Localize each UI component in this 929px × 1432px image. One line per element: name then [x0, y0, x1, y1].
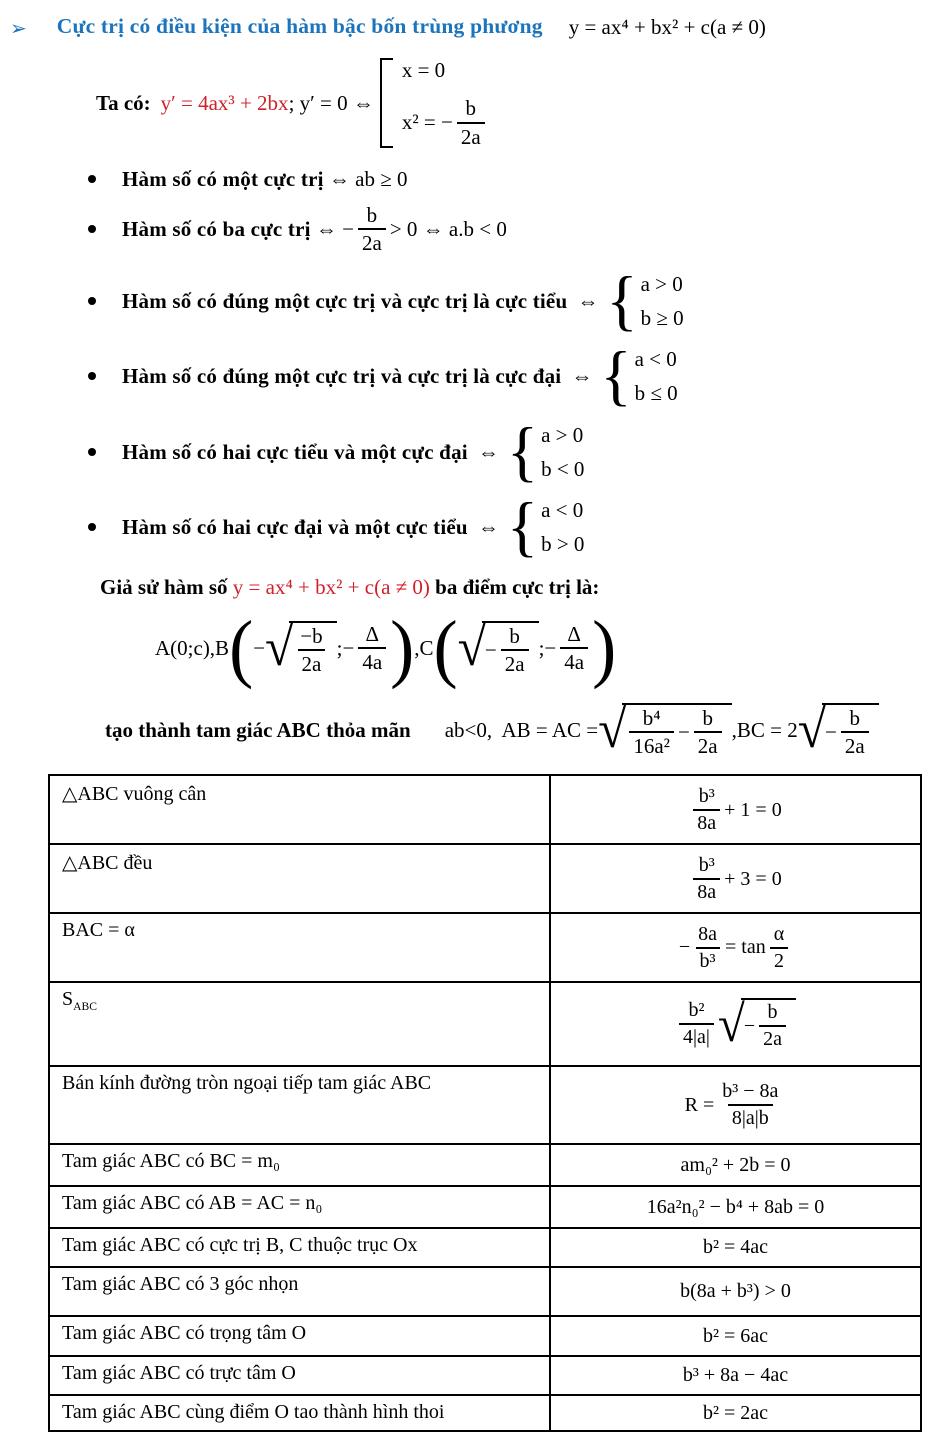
- left-brace-icon: {: [606, 264, 638, 338]
- row-label: △ABC đều: [49, 844, 550, 913]
- cases-group: { a > 0 b < 0: [506, 415, 585, 489]
- bullet-item-4: [88, 339, 929, 413]
- equiv-arrow: ⇔: [571, 363, 593, 388]
- bullet-dot-icon: [88, 372, 96, 380]
- bullet-dot-icon: [88, 448, 96, 456]
- extrema-points-formula: A(0;c),B ( − √ $\frac{-b}{2a}$ ;− $\frac{\Delta}{4a}$ ) ,C ( √ − $\frac{b}{2a}$ ;− $\frac{\Delta}{4a}$ ): [155, 604, 617, 690]
- equiv-arrow: ⇔: [577, 288, 599, 313]
- section-title-row: [0, 0, 929, 40]
- row-label: $S_{ABC}$: [49, 982, 550, 1066]
- table-row: [49, 1356, 921, 1395]
- table-row: [49, 913, 921, 982]
- row-formula: 16a²n₀² − b⁴ + 8ab = 0: [550, 1186, 921, 1228]
- fraction: $\frac{b}{2a}$: [457, 97, 485, 147]
- bullet-formula: ⇔ ab ≥ 0: [323, 166, 408, 191]
- bullet-text: Hàm số có đúng một cực trị và cực trị là cực tiểu: [122, 288, 568, 313]
- derivative-line: [96, 56, 929, 150]
- cases-group: { a < 0 b ≤ 0: [600, 339, 678, 413]
- table-row: [49, 775, 921, 844]
- square-root: √ $\frac{\text{b⁴}}{\text{16a²}}$ − $\frac{b}{2a}$: [598, 703, 732, 757]
- square-root: √ − $\frac{b}{2a}$: [718, 998, 796, 1050]
- bullet-text: Hàm số có một cực trị: [122, 166, 324, 191]
- row-formula: $\frac{\text{b³}}{8a}$ + 3 = 0: [550, 844, 921, 913]
- radical-icon: √: [457, 618, 486, 678]
- row-label: Tam giác ABC có BC = m₀: [49, 1144, 550, 1186]
- row-formula: b² = 2ac: [550, 1395, 921, 1431]
- row-formula: b³ + 8a − 4ac: [550, 1356, 921, 1395]
- derivative-mid: ; y′ = 0 ⇔: [288, 90, 374, 115]
- bullet-dot-icon: [88, 225, 96, 233]
- triangle-text: tạo thành tam giác ABC thỏa mãn: [105, 717, 411, 742]
- bullet-dot-icon: [88, 175, 96, 183]
- bullet-item-1: [88, 164, 929, 194]
- equiv-arrow: ⇔: [477, 439, 499, 464]
- fraction: $\frac{b}{2a}$: [358, 204, 386, 254]
- triangle-condition-line: tạo thành tam giác ABC thỏa mãn ab<0, AB = AC = √ $\frac{\text{b⁴}}{\text{16a²}}$ − $\frac{b}{2a}$ ,BC = 2 √ − $\frac{b}{2a}$: [105, 696, 929, 764]
- bullet-item-5: [88, 415, 929, 489]
- row-formula: b(8a + b³) > 0: [550, 1267, 921, 1316]
- row-label: BAC = α: [49, 913, 550, 982]
- conditions-table: [48, 774, 922, 1432]
- bullet-dot-icon: [88, 523, 96, 531]
- case-2: x² = − $\frac{b}{2a}$: [402, 97, 489, 147]
- table-row: [49, 982, 921, 1066]
- row-formula: − $\frac{8a}{\text{b³}}$ = tan $\frac{\alpha}{2}$: [550, 913, 921, 982]
- row-label: Tam giác ABC có AB = AC = n₀: [49, 1186, 550, 1228]
- row-label: Tam giác ABC có 3 góc nhọn: [49, 1267, 550, 1316]
- left-paren-icon: (: [433, 604, 458, 690]
- radical-icon: √: [598, 700, 627, 760]
- left-brace-icon: {: [506, 415, 539, 489]
- bullet-text: Hàm số có hai cực tiểu và một cực đại: [122, 439, 468, 464]
- left-brace-icon: {: [600, 339, 632, 413]
- row-formula: b² = 6ac: [550, 1316, 921, 1356]
- bullet-item-2: Hàm số có ba cực trị ⇔ − $\frac{b}{2a}$ > 0 ⇔ a.b < 0: [88, 200, 929, 258]
- assumption-formula: y = ax⁴ + bx² + c(a ≠ 0): [232, 574, 430, 599]
- right-paren-icon: ): [592, 604, 617, 690]
- assumption-line: Giả sử hàm số y = ax⁴ + bx² + c(a ≠ 0) ba điểm cực trị là:: [100, 574, 600, 599]
- left-paren-icon: (: [229, 604, 254, 690]
- cases-group: { a < 0 b > 0: [506, 490, 585, 564]
- table-row: [49, 1316, 921, 1356]
- equiv-arrow: ⇔: [477, 514, 499, 539]
- row-label: Tam giác ABC có trực tâm O: [49, 1356, 550, 1395]
- row-label: Bán kính đường tròn ngoại tiếp tam giác ABC: [49, 1066, 550, 1144]
- bullet-item-6: [88, 490, 929, 564]
- table-row: [49, 1228, 921, 1267]
- bullet-item-3: [88, 264, 929, 338]
- row-formula: R = $\frac{\text{b³ − 8a}}{8|a|b}$: [550, 1066, 921, 1144]
- table-row: [49, 1066, 921, 1144]
- bullet-text: Hàm số có đúng một cực trị và cực trị là cực đại: [122, 363, 562, 388]
- table-row: [49, 844, 921, 913]
- section-arrow-icon: ➢: [10, 16, 27, 40]
- left-square-bracket-icon: [380, 58, 393, 147]
- square-root: √ − $\frac{b}{2a}$: [458, 621, 539, 675]
- bullet-text: Hàm số có hai cực đại và một cực tiểu: [122, 514, 468, 539]
- row-formula: b² = 4ac: [550, 1228, 921, 1267]
- table-row: [49, 1186, 921, 1228]
- table-row: [49, 1144, 921, 1186]
- table-row: [49, 1395, 921, 1431]
- derivative-formula: y′ = 4ax³ + 2bx: [160, 90, 289, 115]
- case-1: x = 0: [401, 58, 446, 83]
- left-brace-icon: {: [506, 490, 539, 564]
- row-label: Tam giác ABC có cực trị B, C thuộc trục Ox: [49, 1228, 550, 1267]
- row-formula: am₀² + 2b = 0: [550, 1144, 921, 1186]
- cases-group: { a > 0 b ≥ 0: [606, 264, 684, 338]
- radical-icon: √: [717, 994, 745, 1053]
- square-root: √ $\frac{-b}{2a}$: [265, 621, 337, 675]
- bullet-text: Hàm số có ba cực trị: [122, 216, 311, 241]
- row-label: Tam giác ABC cùng điểm O tao thành hình thoi: [49, 1395, 550, 1431]
- radical-icon: √: [265, 618, 294, 678]
- page-title: Cực trị có điều kiện của hàm bậc bốn trùng phương: [56, 14, 543, 38]
- table-row: [49, 1267, 921, 1316]
- bullet-dot-icon: [88, 297, 96, 305]
- cases-bracket: [380, 58, 489, 147]
- row-formula: $\frac{\text{b³}}{8a}$ + 1 = 0: [550, 775, 921, 844]
- radical-icon: √: [797, 700, 826, 760]
- square-root: √ − $\frac{b}{2a}$: [798, 703, 879, 757]
- row-label: Tam giác ABC có trọng tâm O: [49, 1316, 550, 1356]
- row-label: △ABC vuông cân: [49, 775, 550, 844]
- right-paren-icon: ): [390, 604, 415, 690]
- row-formula: $\frac{\text{b²}}{4|a|}$ √ − $\frac{b}{2a}$: [550, 982, 921, 1066]
- taco-label: Ta có:: [96, 90, 151, 115]
- title-formula: y = ax⁴ + bx² + c(a ≠ 0): [568, 15, 766, 39]
